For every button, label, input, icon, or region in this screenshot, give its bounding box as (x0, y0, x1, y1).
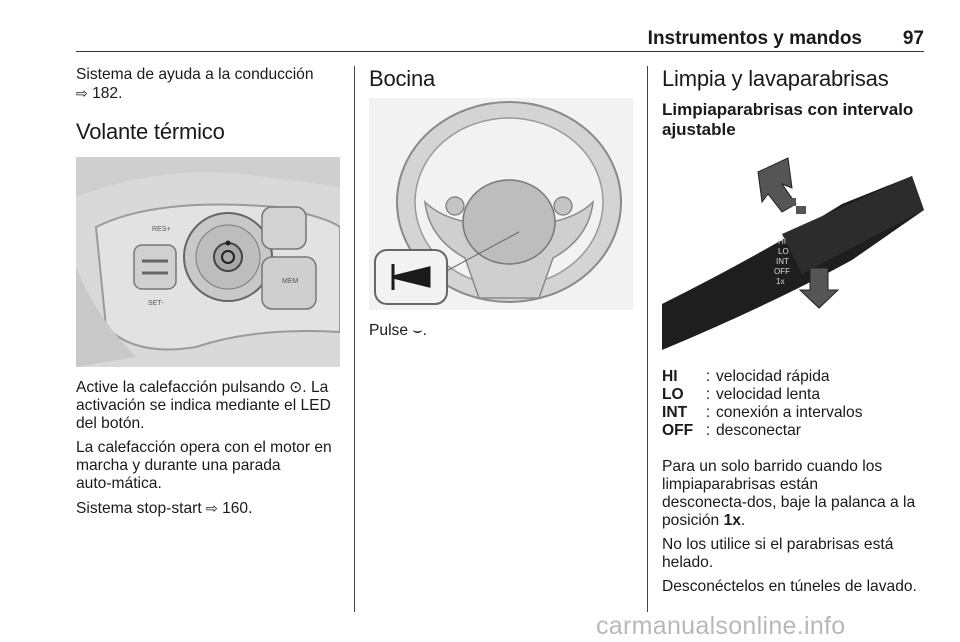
heated-wheel-illustration (76, 157, 340, 367)
legend-separator: : (705, 404, 711, 421)
legend-key: HI (662, 368, 678, 385)
lever-label-int: INT (776, 257, 789, 266)
column-divider-1 (354, 66, 355, 612)
stop-start-reference[interactable]: 160. (222, 500, 253, 517)
page-header (76, 26, 924, 52)
legend-separator: : (705, 422, 711, 439)
lever-label-off: OFF (774, 267, 790, 276)
legend-key: OFF (662, 422, 694, 439)
lever-label-hi: HI (778, 237, 786, 246)
column-horn (369, 66, 635, 346)
wiper-lever-figure (662, 154, 926, 358)
wiper-para3: Desconéctelos en túneles de lavado. (662, 578, 917, 595)
wiper-para1-position: 1x (723, 512, 741, 529)
section-heading-heated-wheel: Volante térmico (76, 119, 225, 144)
legend-row (662, 404, 863, 422)
reference-arrow-icon: ⇨ (76, 85, 88, 101)
stop-start-text: Sistema stop-start (76, 500, 202, 517)
section-heading-horn: Bocina (369, 66, 436, 91)
legend-row (662, 422, 863, 440)
horn-figure (369, 98, 633, 310)
label-mem: MEM (282, 278, 299, 285)
column-divider-2 (647, 66, 648, 612)
legend-desc: conexión a intervalos (716, 404, 863, 421)
horn-illustration (369, 98, 633, 310)
subheading-intermittent-wiper: Limpiaparabrisas con intervalo ajustable (662, 100, 914, 139)
intro-line: Sistema de ayuda a la conducción (76, 66, 314, 83)
legend-desc: desconectar (716, 422, 801, 439)
wiper-para1 (662, 458, 928, 530)
heated-wheel-para1: Active la calefacción pulsando ⊙. La activación se indica mediante el LED del botón. (76, 379, 331, 432)
heated-wheel-para2: La calefacción opera con el motor en marcha y durante una parada auto‑mática. (76, 439, 332, 492)
legend-desc: velocidad lenta (716, 386, 821, 403)
legend-key: INT (662, 404, 688, 421)
legend-desc: velocidad rápida (716, 368, 830, 385)
label-res: RES+ (152, 226, 171, 233)
label-set: SET- (148, 300, 164, 307)
legend-separator: : (705, 386, 711, 403)
wiper-positions-legend (662, 368, 863, 440)
heated-wheel-para3 (76, 499, 342, 518)
heated-wheel-figure (76, 157, 340, 367)
wiper-lever-illustration (662, 154, 926, 358)
page-header-title: Instrumentos y mandos (647, 28, 862, 49)
section-heading-wipers: Limpia y lavaparabrisas (662, 66, 889, 91)
watermark-text: carmanualsonline.info (596, 612, 846, 640)
horn-caption: Pulse ⌣. (369, 322, 427, 339)
legend-row (662, 368, 863, 386)
legend-key: LO (662, 386, 684, 403)
intro-text (76, 66, 342, 103)
intro-reference[interactable]: 182. (92, 85, 123, 102)
wiper-para1-end: . (740, 512, 746, 529)
reference-arrow-icon: ⇨ (206, 500, 218, 516)
column-wipers (662, 66, 928, 602)
lever-label-1x: 1x (776, 277, 785, 286)
wiper-para2: No los utilice si el parabrisas está helado. (662, 536, 894, 571)
column-heated-steering-wheel (76, 66, 342, 524)
page-number: 97 (902, 28, 924, 49)
lever-label-lo: LO (778, 247, 789, 256)
wiper-para1-text: Para un solo barrido cuando los limpiaparabrisas están desconecta‑dos, baje la palanca a la posición (662, 458, 916, 529)
legend-row (662, 386, 863, 404)
legend-separator: : (705, 368, 711, 385)
